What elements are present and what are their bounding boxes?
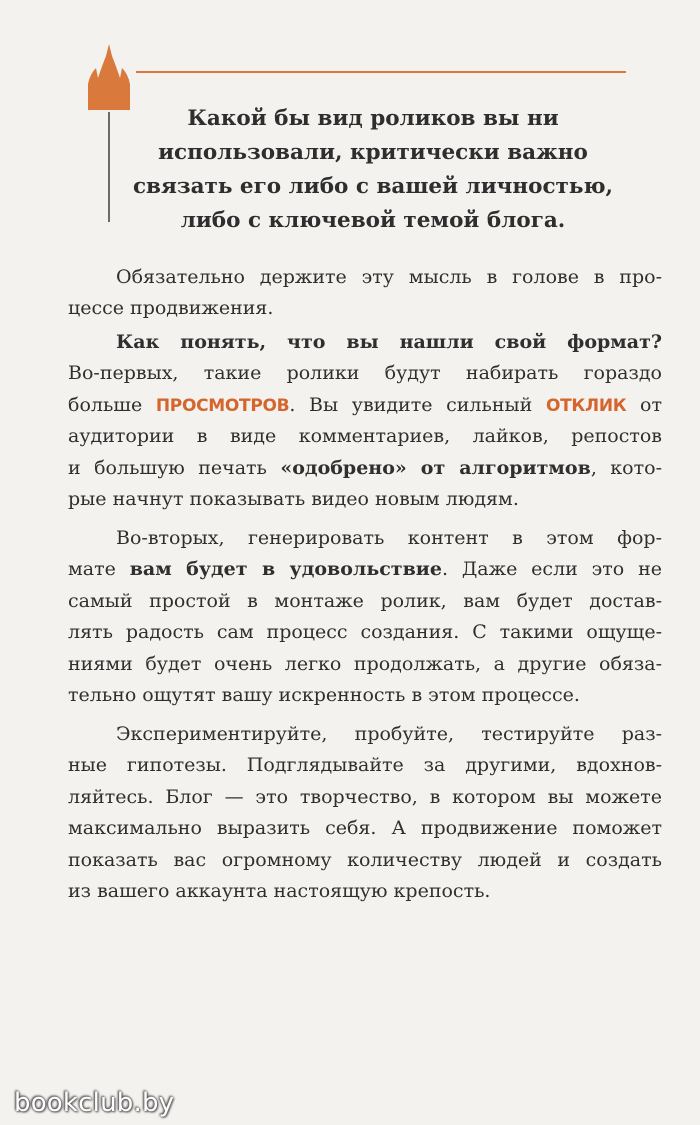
text-line: показать вас огромному количеству людей и создать bbox=[68, 848, 662, 871]
text-line: Экспериментируйте, пробуйте, тестируйте раз- bbox=[116, 723, 662, 745]
callout-vertical-rule bbox=[108, 112, 110, 222]
paragraph-2 bbox=[68, 327, 662, 515]
callout-line: либо с ключевой темой блога. bbox=[180, 208, 566, 233]
text-line: аудитории в виде комментариев, лайков, репостов bbox=[68, 425, 662, 448]
callout-quote bbox=[130, 102, 616, 238]
paragraph-4 bbox=[68, 719, 662, 907]
text-line: тельно ощутят вашу искренность в этом процессе. bbox=[68, 683, 580, 706]
callout-line: связать его либо с вашей личностью, bbox=[132, 174, 614, 199]
callout-line: Какой бы вид роликов вы ни bbox=[187, 106, 559, 131]
text-line: максимально выразить себя. А продвижение поможет bbox=[68, 817, 662, 840]
text-line: лять радость сам процесс создания. С такими ощуще- bbox=[68, 621, 662, 644]
text-line: из вашего аккаунта настоящую крепость. bbox=[68, 879, 491, 902]
highlight-views: ПРОСМОТРОВ bbox=[155, 395, 290, 416]
text-line: Во-вторых, генерировать контент в этом фор- bbox=[116, 527, 662, 549]
text-line: ные гипотезы. Подглядывайте за другими, вдохнов- bbox=[68, 754, 662, 777]
paragraph-1 bbox=[68, 262, 662, 325]
text-line: самый простой в монтаже ролик, вам будет достав- bbox=[68, 589, 662, 612]
text-line: больше ПРОСМОТРОВ. Вы увидите сильный ОТКЛИК от bbox=[68, 393, 662, 416]
flame-icon bbox=[86, 44, 132, 110]
paragraph-heading: Как понять, что вы нашли свой формат? bbox=[116, 331, 662, 353]
highlight-response: ОТКЛИК bbox=[545, 395, 627, 416]
text-line: мате вам будет в удовольствие. Даже если это не bbox=[68, 558, 662, 581]
text-line: Во-первых, такие ролики будут набирать гораздо bbox=[68, 362, 662, 385]
text-line: Обязательно держите эту мысль в голове в про- bbox=[116, 266, 662, 288]
callout-horizontal-rule bbox=[136, 71, 626, 73]
text-line: ниями будет очень легко продолжать, а другие обяза- bbox=[68, 652, 662, 675]
callout-line: использовали, критически важно bbox=[158, 140, 588, 165]
text-line: ляйтесь. Блог — это творчество, в котором вы можете bbox=[68, 785, 662, 808]
text-line: и большую печать «одобрено» от алгоритмов, кото- bbox=[68, 456, 662, 479]
bold-phrase: вам будет в удовольствие bbox=[129, 558, 442, 581]
paragraph-3 bbox=[68, 523, 662, 711]
text-line: рые начнут показывать видео новым людям. bbox=[68, 487, 519, 510]
site-watermark: bookclub.by bbox=[14, 1088, 175, 1118]
text-line: цессе продвижения. bbox=[68, 297, 274, 320]
bold-phrase: «одобрено» от алгоритмов bbox=[280, 456, 591, 479]
